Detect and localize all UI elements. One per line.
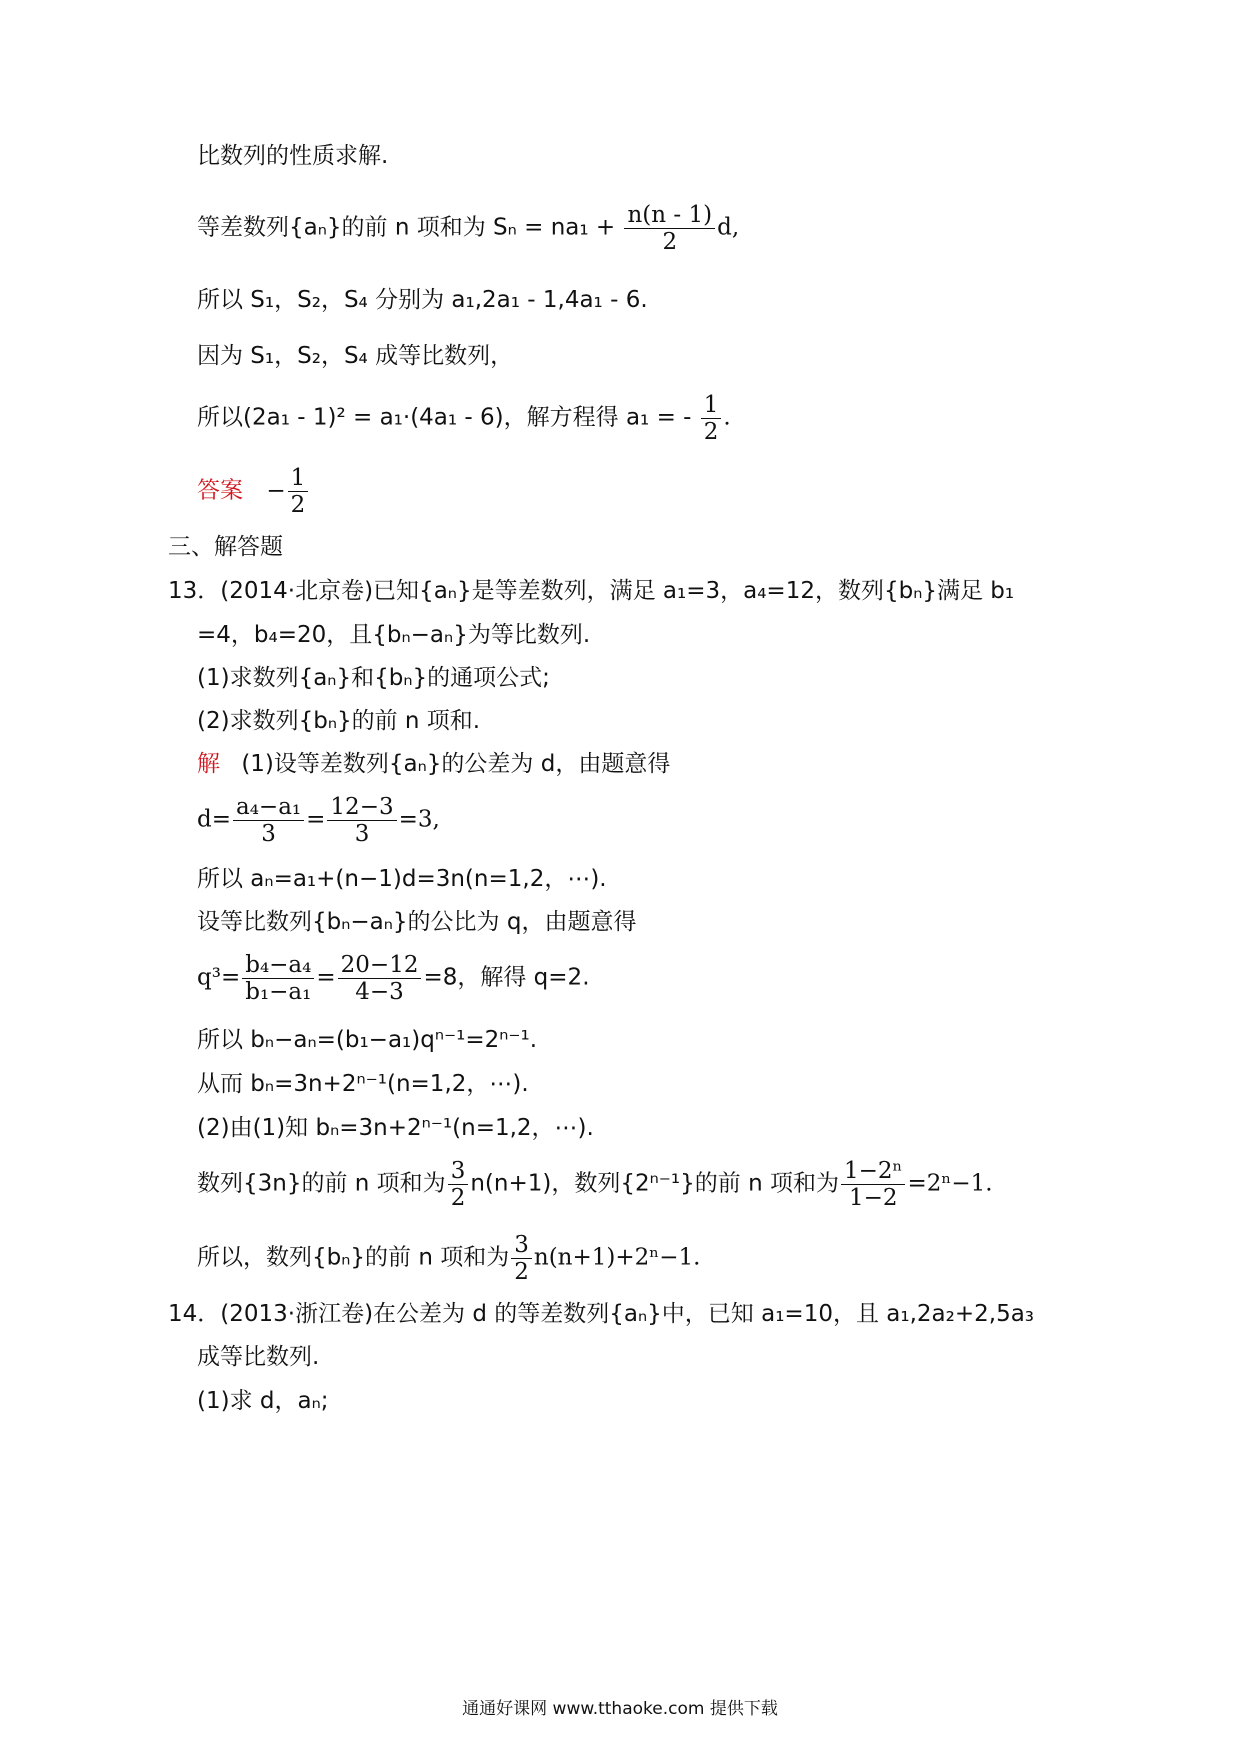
answer-sign: −: [266, 477, 286, 504]
solution-line: 所以 aₙ=a₁+(n−1)d=3n(n=1,2，⋯).: [197, 866, 607, 892]
solution-line-total: [197, 1232, 700, 1285]
fraction-denominator: 4−3: [355, 979, 404, 1005]
fraction-denominator: 2: [290, 492, 306, 518]
solution-line: 设等比数列{bₙ−aₙ}的公比为 q，由题意得: [197, 909, 637, 935]
text-segment: 所以(2a₁ - 1)² = a₁·(4a₁ - 6)，解方程得 a₁ = -: [197, 404, 699, 431]
fraction-denominator: 2: [662, 229, 678, 255]
fraction: [233, 794, 304, 847]
fraction-denominator: 2: [450, 1185, 466, 1211]
page-footer: 通通好课网 www.tthaoke.com 提供下载: [462, 1699, 778, 1719]
fraction-numerator: 12−3: [327, 794, 396, 821]
fraction-numerator: 1: [701, 392, 722, 419]
fraction: [338, 952, 422, 1005]
problem-13-line: 13．(2014·北京卷)已知{aₙ}是等差数列，满足 a₁=3，a₄=12，数列{bₙ}满足 b₁: [168, 578, 1015, 604]
solution-line-d: [197, 794, 440, 847]
fraction-numerator: a₄−a₁: [233, 794, 304, 821]
fraction-numerator: 20−12: [338, 952, 422, 979]
problem-13-line: (1)求数列{aₙ}和{bₙ}的通项公式;: [197, 665, 550, 691]
fraction-numerator: 1−2ⁿ: [841, 1158, 906, 1185]
fraction: [242, 952, 314, 1005]
text-line: 比数列的性质求解.: [197, 143, 389, 169]
text-segment: (1)设等差数列{aₙ}的公差为 d，由题意得: [241, 751, 671, 777]
text-segment: .: [723, 404, 731, 431]
problem-14-line: 14．(2013·浙江卷)在公差为 d 的等差数列{aₙ}中，已知 a₁=10，且 a₁,2a₂+2,5a₃: [168, 1301, 1035, 1327]
fraction-numerator: n(n - 1): [624, 202, 715, 229]
text-line-equation: [197, 392, 731, 445]
fraction-denominator: b₁−a₁: [245, 979, 312, 1005]
fraction-numerator: 3: [511, 1232, 532, 1259]
fraction-denominator: 2: [703, 419, 719, 445]
solution-line-sums: [197, 1158, 993, 1211]
solution-line: 从而 bₙ=3n+2ⁿ⁻¹(n=1,2，⋯).: [197, 1071, 529, 1097]
text-segment: q³=: [197, 964, 241, 991]
solution-label: 解: [197, 751, 220, 777]
text-segment: n(n+1)，数列{2ⁿ⁻¹}的前 n 项和为: [470, 1170, 839, 1197]
fraction-numerator: 3: [448, 1158, 469, 1185]
text-segment: d=: [197, 806, 231, 833]
fraction-denominator: 3: [261, 821, 276, 847]
text-segment: =2ⁿ−1.: [907, 1170, 993, 1197]
fraction-denominator: 3: [354, 821, 370, 847]
fraction-denominator: 2: [514, 1259, 529, 1285]
fraction: [624, 202, 715, 255]
fraction: [701, 392, 722, 445]
problem-13-line: =4，b₄=20，且{bₙ−aₙ}为等比数列.: [197, 622, 591, 648]
section-heading: 三、解答题: [168, 534, 283, 560]
fraction-numerator: b₄−a₄: [242, 952, 314, 979]
solution-line: [197, 748, 670, 780]
text-segment: =: [306, 806, 326, 833]
text-line: 因为 S₁，S₂，S₄ 成等比数列，: [197, 343, 514, 369]
answer-fraction: [288, 465, 309, 518]
text-segment: =: [316, 964, 336, 991]
text-segment: 数列{3n}的前 n 项和为: [197, 1170, 446, 1197]
text-segment: =8，解得 q=2.: [423, 964, 590, 991]
problem-14-line: 成等比数列.: [197, 1344, 320, 1370]
solution-line: (2)由(1)知 bₙ=3n+2ⁿ⁻¹(n=1,2，⋯).: [197, 1115, 594, 1141]
fraction-numerator: 1: [288, 465, 309, 492]
text-segment: d,: [717, 214, 740, 241]
fraction: [448, 1158, 469, 1211]
text-segment: 等差数列{aₙ}的前 n 项和为 Sₙ = na₁ +: [197, 214, 623, 241]
fraction: [511, 1232, 532, 1285]
solution-line: 所以 bₙ−aₙ=(b₁−a₁)qⁿ⁻¹=2ⁿ⁻¹.: [197, 1027, 538, 1053]
problem-14-line: (1)求 d，aₙ;: [197, 1388, 329, 1414]
fraction-denominator: 1−2: [848, 1185, 898, 1211]
text-segment: 所以，数列{bₙ}的前 n 项和为: [197, 1244, 510, 1271]
answer-label: 答案: [197, 477, 243, 504]
text-line-sum-formula: [197, 202, 739, 255]
text-segment: =3,: [398, 806, 440, 833]
fraction: [327, 794, 396, 847]
text-line: 所以 S₁，S₂，S₄ 分别为 a₁,2a₁ - 1,4a₁ - 6.: [197, 287, 648, 313]
answer-line: [197, 465, 310, 518]
solution-line-q: [197, 952, 590, 1005]
text-segment: n(n+1)+2ⁿ−1.: [533, 1244, 701, 1271]
fraction: [841, 1158, 906, 1211]
problem-13-line: (2)求数列{bₙ}的前 n 项和.: [197, 708, 481, 734]
